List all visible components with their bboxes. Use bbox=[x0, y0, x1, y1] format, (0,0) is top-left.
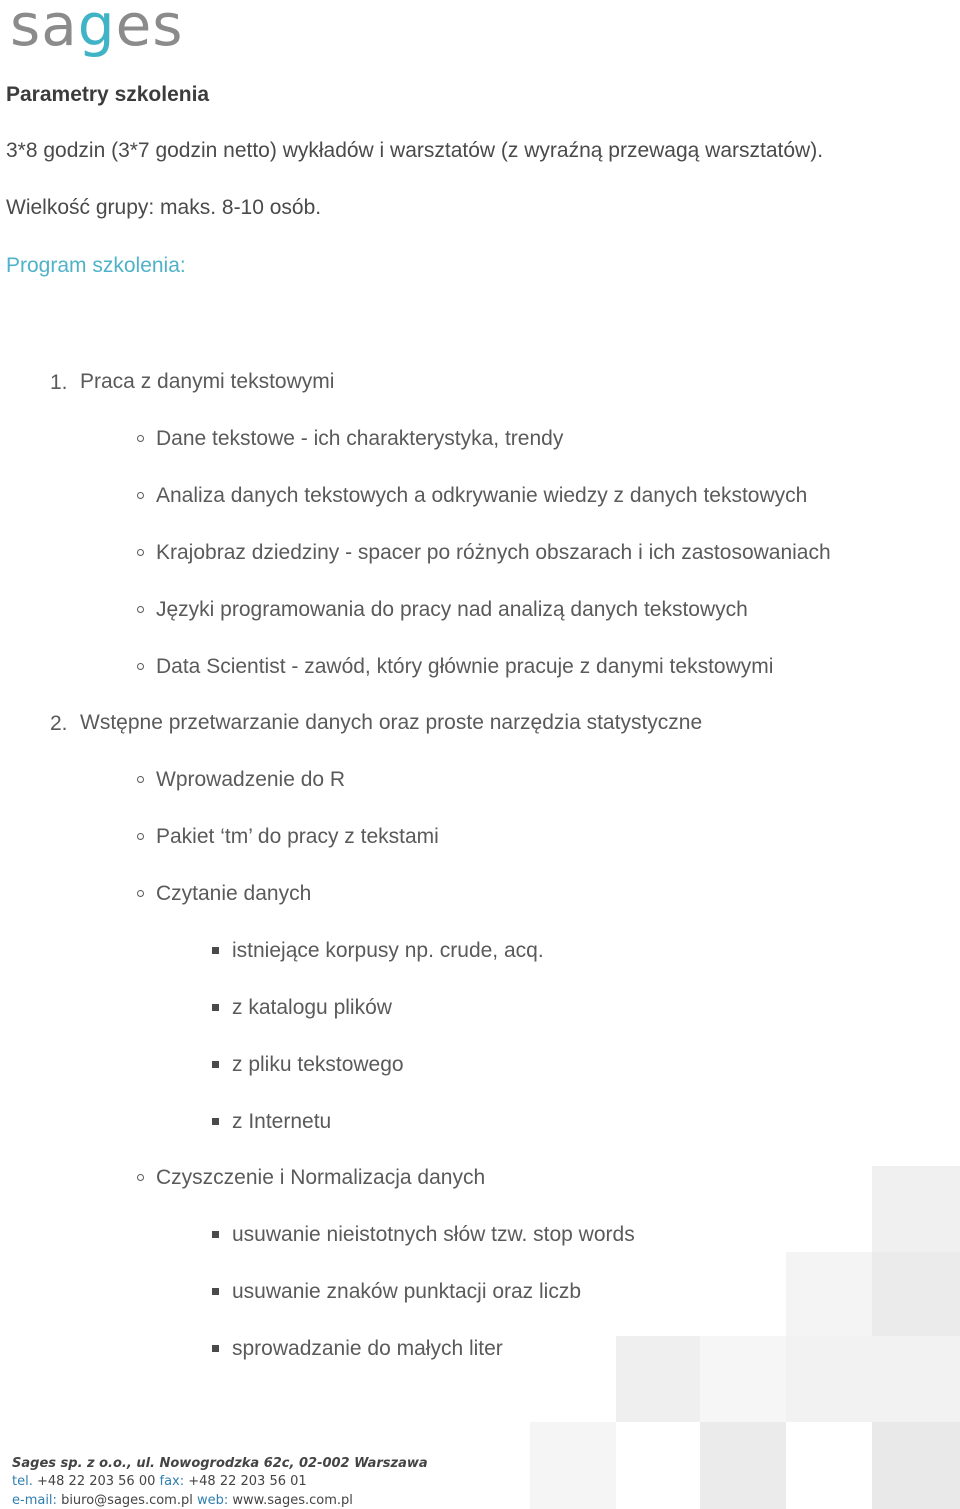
email-label: e-mail: bbox=[12, 1493, 57, 1508]
footer-phone bbox=[12, 1475, 307, 1488]
square-bullet-icon bbox=[212, 1118, 219, 1125]
fax-label: fax: bbox=[159, 1474, 185, 1489]
circle-bullet-icon bbox=[137, 833, 144, 840]
sub-list-item: z pliku tekstowego bbox=[232, 1053, 404, 1076]
decor-tile bbox=[786, 1336, 960, 1422]
footer-company: Sages sp. z o.o., ul. Nowogrodzka 62c, 02-002 Warszawa bbox=[12, 1456, 428, 1471]
program-title: Program szkolenia: bbox=[6, 254, 186, 277]
sub-list-item: z katalogu plików bbox=[232, 996, 392, 1019]
square-bullet-icon bbox=[212, 947, 219, 954]
circle-bullet-icon bbox=[137, 776, 144, 783]
circle-bullet-icon bbox=[137, 435, 144, 442]
section-number: 2. bbox=[50, 712, 68, 735]
tel-value: +48 22 203 56 00 bbox=[32, 1474, 160, 1489]
circle-bullet-icon bbox=[137, 492, 144, 499]
sub-list-item: z Internetu bbox=[232, 1110, 332, 1133]
page-heading: Parametry szkolenia bbox=[6, 83, 210, 106]
sages-logo: sages bbox=[10, 0, 184, 59]
list-item: Analiza danych tekstowych a odkrywanie wiedzy z danych tekstowych bbox=[156, 484, 808, 507]
sub-list-item: usuwanie znaków punktacji oraz liczb bbox=[232, 1280, 582, 1303]
list-item: Czytanie danych bbox=[156, 882, 312, 905]
decor-tile bbox=[872, 1422, 960, 1509]
list-item: Czyszczenie i Normalizacja danych bbox=[156, 1166, 486, 1189]
web-link[interactable]: www.sages.com.pl bbox=[228, 1493, 353, 1508]
decor-tile bbox=[872, 1252, 960, 1336]
footer-contact bbox=[12, 1494, 353, 1507]
web-label: web: bbox=[196, 1493, 229, 1508]
circle-bullet-icon bbox=[137, 1174, 144, 1181]
section-title: Wstępne przetwarzanie danych oraz proste narzędzia statystyczne bbox=[80, 711, 703, 734]
square-bullet-icon bbox=[212, 1231, 219, 1238]
square-bullet-icon bbox=[212, 1288, 219, 1295]
section-title: Praca z danymi tekstowymi bbox=[80, 370, 335, 393]
section-number: 1. bbox=[50, 371, 68, 394]
fax-value: +48 22 203 56 01 bbox=[184, 1474, 307, 1489]
decor-tile bbox=[530, 1422, 616, 1509]
circle-bullet-icon bbox=[137, 890, 144, 897]
list-item: Pakiet ‘tm’ do pracy z tekstami bbox=[156, 825, 439, 848]
decor-tile bbox=[700, 1422, 786, 1509]
duration-text: 3*8 godzin (3*7 godzin netto) wykładów i warsztatów (z wyraźną przewagą warsztatów). bbox=[6, 139, 824, 162]
list-item: Języki programowania do pracy nad analizą danych tekstowych bbox=[156, 598, 748, 621]
list-item: Krajobraz dziedziny - spacer po różnych obszarach i ich zastosowaniach bbox=[156, 541, 831, 564]
decor-tile bbox=[700, 1336, 786, 1422]
list-item: Wprowadzenie do R bbox=[156, 768, 346, 791]
decor-tile bbox=[616, 1336, 700, 1422]
sub-list-item: sprowadzanie do małych liter bbox=[232, 1337, 503, 1360]
square-bullet-icon bbox=[212, 1345, 219, 1352]
group-size-text: Wielkość grupy: maks. 8-10 osób. bbox=[6, 196, 322, 219]
circle-bullet-icon bbox=[137, 606, 144, 613]
square-bullet-icon bbox=[212, 1061, 219, 1068]
circle-bullet-icon bbox=[137, 549, 144, 556]
sub-list-item: istniejące korpusy np. crude, acq. bbox=[232, 939, 544, 962]
email-link[interactable]: biuro@sages.com.pl bbox=[56, 1493, 197, 1508]
decor-tile bbox=[872, 1166, 960, 1252]
list-item: Data Scientist - zawód, który głównie pracuje z danymi tekstowymi bbox=[156, 655, 774, 678]
decor-tile bbox=[786, 1252, 872, 1336]
tel-label: tel. bbox=[12, 1474, 33, 1489]
sub-list-item: usuwanie nieistotnych słów tzw. stop words bbox=[232, 1223, 635, 1246]
circle-bullet-icon bbox=[137, 663, 144, 670]
square-bullet-icon bbox=[212, 1004, 219, 1011]
list-item: Dane tekstowe - ich charakterystyka, trendy bbox=[156, 427, 564, 450]
